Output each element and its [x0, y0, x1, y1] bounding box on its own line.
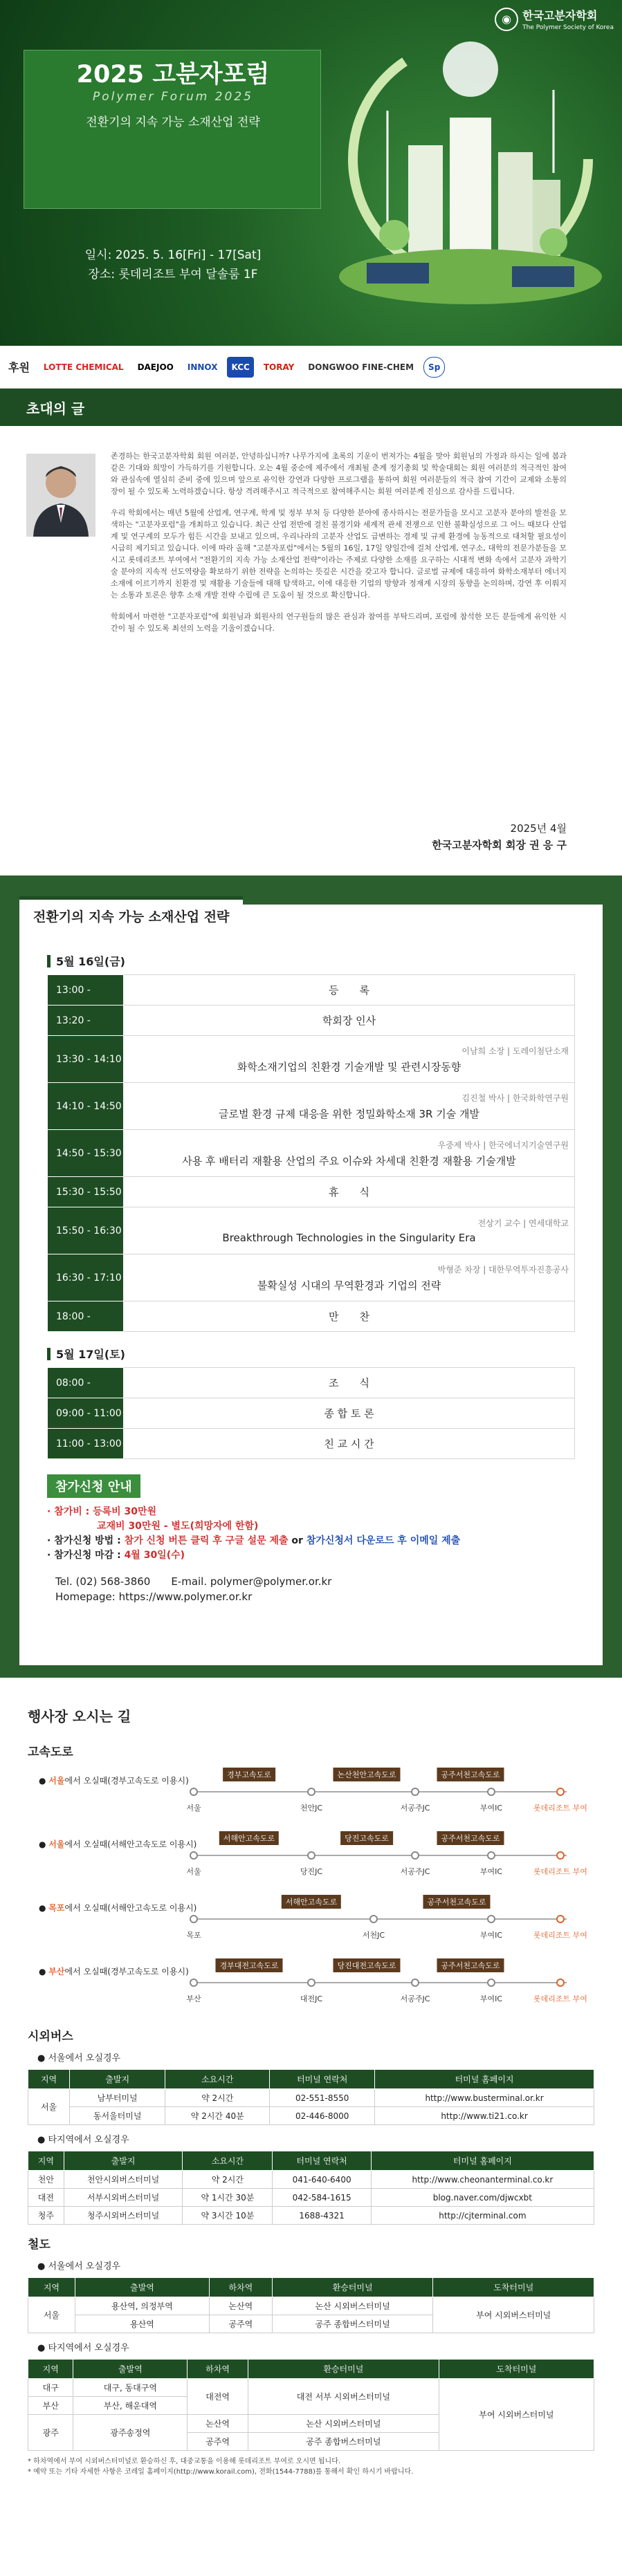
table-row	[48, 1429, 575, 1459]
table-header-row	[28, 2278, 594, 2297]
registration-info	[47, 1474, 575, 1604]
route-1	[28, 1766, 594, 1826]
sponsor-logo-lotte[interactable]: LOTTE CHEMICAL	[43, 362, 124, 372]
table-row	[28, 2207, 594, 2225]
letter-paragraph-2: 우리 학회에서는 매년 5월에 산업계, 연구계, 학계 및 정부 부처 등 다양한 분야에 종사하시는 전문가들을 모시고 고분자 분야의 발전을 모색하는 "고분자포럼"을 개최하고 있습니다. 최근 산업 전반에 결친 불경기와 세계적 관세 전쟁으로 인한 불확실성으로 그 어느 때보다 산업계 및 연구계의 모두가 힘든 시간을 보내고 있으며, 우리나라의 고분자 산업도 급변하는 경제 및 규제 환경에 능동적으로 대처할 필요성이 시급히 제기되고 있습니다. 이에 따라 올해 "고분자포럼"에서는 5월의 16일, 17일 양일간에 걸쳐 산업계, 연구소, 대학의 전문가분들을 모시고 롯데리조트 부여에서 "전환기의 지속 가능 소재산업 전략"이라는 주제로 다양한 소재를 요구하는 시대적 변화 속에서 고분자 과학기술 분야의 지속적 선도역량을 확보하기 위한 전략을 논의하는 뜻깊은 시간을 갖고자 합니다. 글로벌 규제에 대응하여 화학소재부터 에너지 소재에 이르기까지 친환경 및 재활용 기술들에 대해 탐색하고, 이에 대응한 기업의 방향과 정재계 시장의 동향을 논의하며, 강연 후 이뤄지는 소통과 토론은 향후 소재 개발 전략 수립에 큰 도움이 될 것으로 확신합니다.	[111, 508, 567, 600]
column-header: 소요시간	[183, 2151, 273, 2171]
column-header: 출발지	[70, 2070, 165, 2089]
table-cell: 대전 서부 시외버스터미널	[248, 2379, 439, 2415]
sponsor-label: 후원	[8, 361, 30, 374]
table-row	[48, 1036, 575, 1083]
table-link[interactable]: http://www.cheonanterminal.co.kr	[371, 2171, 594, 2189]
route-start: ● 서울에서 오실때(경부고속도로 이용시)	[39, 1776, 189, 1786]
table-cell: 용산역	[75, 2315, 209, 2333]
table-cell: 부여 시외버스터미널	[439, 2379, 594, 2451]
route-segment: 경부대전고속도로	[215, 1958, 282, 1972]
route-desc: 에서 오실때(경부고속도로 이용시)	[64, 1967, 189, 1976]
note-transfer: * 하차역에서 부여 시외버스터미널로 환승하신 후, 대중교통을 이용해 롯데리조트 부여로 오시면 됩니다.	[28, 2458, 341, 2465]
session-topic: 조 식	[124, 1368, 575, 1398]
session-time: 14:10 - 14:50	[48, 1083, 124, 1130]
column-header: 출발지	[64, 2151, 183, 2171]
bus-sub-other: ● 타지역에서 오실경우	[37, 2135, 129, 2145]
letter-paragraph-1: 존경하는 한국고분자학회 회원 여러분, 안녕하십니까? 나무가지에 초록의 기운이 번져가는 4월을 맞아 회원님의 가정과 하시는 일에 봄과 같은 기대와 희망이 가득하기를 기원합니다. 오는 4월 중순에 제주에서 개최될 춘계 정기총회 및 학술대회는 회원 여러분의 적극적인 참여와 관심속에 열심히 준비 중에 있으며 앞으로 유익한 강연과 다양한 프로그램을 통하여 회원 여러분들의 적극 참여 기간이 교제와 소통의 장이 될 수 있도록 노력하겠습니다. 항상 격려해주시고 적극적으로 참여해주시는 회원 여러분께 진심으로 감사를 드립니다.	[111, 452, 567, 496]
table-cell: 천안시외버스터미널	[64, 2171, 183, 2189]
table-cell: 1688-4321	[273, 2207, 371, 2225]
table-cell: 부여 시외버스터미널	[433, 2297, 594, 2333]
contact-homepage[interactable]: Homepage: https://www.polymer.or.kr	[55, 1591, 253, 1603]
letter-paragraph-3: 학회에서 마련한 "고분자포럼"에 회원님과 회원사의 연구원들의 많은 관심과 참여를 부탁드리며, 포럼에 참석한 모든 분들에게 유익한 시간이 될 수 있도록 최선의 노력을 기울이겠습니다.	[111, 612, 567, 633]
route-segment: 당진대전고속도로	[333, 1958, 400, 1972]
deadline-label: · 참가신청 마감 :	[47, 1550, 125, 1561]
route-node-icon	[411, 1979, 419, 1987]
route-node: 목포	[186, 1931, 201, 1940]
table-header-row	[28, 2151, 594, 2171]
directions-section	[0, 1678, 622, 2477]
table-cell: 대구, 동대구역	[73, 2379, 187, 2397]
route-desc: 에서 오실때(서해안고속도로 이용시)	[64, 1840, 197, 1849]
note-korail: * 예약 또는 기타 자세한 사항은 코레일 홈페이지(http://www.korail.com), 전화(1544-7788)를 통해서 확인 하시기 바랍니다.	[28, 2468, 414, 2476]
route-node-icon	[411, 1851, 419, 1860]
day2-label: 5월 17일(토)	[56, 1348, 125, 1361]
session-time: 18:00 -	[48, 1301, 124, 1332]
column-header: 소요시간	[165, 2070, 270, 2089]
table-header-row	[28, 2360, 594, 2379]
route-node: 서울	[186, 1804, 201, 1813]
train-title: 철도	[28, 2238, 51, 2252]
bus-table-other	[28, 2151, 594, 2225]
session-speaker: 우중제 박사 | 한국에너지기술연구원	[437, 1140, 569, 1150]
table-cell: 02-551-8550	[270, 2089, 375, 2107]
route-segment: 공주서천고속도로	[437, 1768, 504, 1781]
route-2	[28, 1830, 594, 1889]
table-row	[48, 1301, 575, 1332]
bus-sub-seoul-label: 서울에서 오실경우	[48, 2053, 121, 2064]
route-start: ● 서울에서 오실때(서해안고속도로 이용시)	[39, 1840, 197, 1849]
session-topic: Breakthrough Technologies in the Singularity Era	[222, 1232, 476, 1244]
route-node-icon	[411, 1788, 419, 1796]
event-date: 일시: 2025. 5. 16[Fri] - 17[Sat]	[84, 248, 262, 262]
route-destination: 롯데리조트 부여	[533, 1931, 587, 1940]
table-cell: 용산역, 의정부역	[75, 2297, 209, 2315]
session-topic: 학회장 인사	[124, 1006, 575, 1036]
registration-details	[47, 1505, 575, 1563]
session-cell	[124, 1254, 575, 1301]
bus-sub-other-label: 타지역에서 오실경우	[48, 2135, 129, 2145]
route-node-icon	[190, 1851, 198, 1860]
table-cell: 공주 종합버스터미널	[248, 2433, 439, 2451]
column-header: 터미널 연락처	[273, 2151, 371, 2171]
table-cell: 부산	[28, 2397, 73, 2415]
column-header: 하차역	[187, 2360, 248, 2379]
table-cell: 서부시외버스터미널	[64, 2189, 183, 2207]
route-node-icon	[487, 1915, 495, 1923]
route-node: 부여IC	[479, 1867, 503, 1876]
session-time: 15:50 - 16:30	[48, 1207, 124, 1254]
route-city: 서울	[48, 1840, 65, 1849]
sponsor-logo-dongwoo[interactable]: DONGWOO FINE-CHEM	[308, 362, 414, 372]
directions-title: 행사장 오시는 길	[28, 1708, 131, 1725]
highway-title: 고속도로	[28, 1745, 73, 1759]
route-node-icon	[487, 1788, 495, 1796]
directions-note	[28, 2456, 594, 2477]
train-sub-seoul: ● 서울에서 오실경우	[37, 2261, 121, 2272]
table-cell: 약 2시간	[183, 2171, 273, 2189]
program-card	[19, 905, 603, 1665]
route-node: 부여IC	[479, 1931, 503, 1940]
table-cell: 논산 시외버스터미널	[248, 2415, 439, 2433]
route-segment: 공주서천고속도로	[437, 1831, 504, 1845]
session-cell	[124, 1036, 575, 1083]
hero-banner	[0, 0, 622, 346]
table-cell: 공주역	[209, 2315, 272, 2333]
column-header: 출발역	[75, 2278, 209, 2297]
day1-schedule-table	[47, 974, 575, 1332]
route-node: 서공주JC	[400, 1867, 430, 1876]
route-start: ● 목포에서 오실때(서해안고속도로 이용시)	[39, 1903, 197, 1913]
column-header: 터미널 홈페이지	[371, 2151, 594, 2171]
contact-info	[47, 1574, 575, 1604]
column-header: 터미널 연락처	[270, 2070, 375, 2089]
train-table-seoul	[28, 2277, 594, 2333]
program-section	[0, 875, 622, 1678]
route-destination-icon	[556, 1915, 565, 1923]
column-header: 지역	[28, 2151, 64, 2171]
session-time: 13:00 -	[48, 975, 124, 1006]
sponsor-logo-daejoo[interactable]: DAEJOO	[137, 362, 174, 372]
session-time: 13:30 - 14:10	[48, 1036, 124, 1083]
route-desc: 에서 오실때(서해안고속도로 이용시)	[64, 1903, 197, 1913]
route-node: 부산	[186, 1994, 201, 2003]
route-destination-icon	[556, 1788, 565, 1796]
table-cell: 041-640-6400	[273, 2171, 371, 2189]
table-cell: 광주	[28, 2415, 73, 2451]
table-row	[48, 1398, 575, 1429]
route-destination: 롯데리조트 부여	[533, 1867, 587, 1876]
session-topic: 등 록	[124, 975, 575, 1006]
route-node: 당진JC	[300, 1867, 323, 1876]
table-row	[28, 2089, 594, 2107]
route-start: ● 부산에서 오실때(경부고속도로 이용시)	[39, 1967, 189, 1976]
table-link[interactable]: http://www.ti21.co.kr	[375, 2107, 594, 2125]
route-city: 부산	[48, 1967, 65, 1976]
table-cell: 02-446-8000	[270, 2107, 375, 2125]
train-sub-other: ● 타지역에서 오실경우	[37, 2343, 129, 2353]
route-node-icon	[487, 1851, 495, 1860]
day1-heading	[47, 953, 575, 969]
eco-city-illustration	[325, 28, 616, 332]
route-node-icon	[190, 1979, 198, 1987]
event-venue: 장소: 롯데리조트 부여 달솔룸 1F	[88, 268, 258, 281]
table-cell: 논산 시외버스터미널	[272, 2297, 433, 2315]
table-row	[48, 1207, 575, 1254]
forum-subtitle: 전환기의 지속 가능 소재산업 전략	[86, 115, 260, 129]
signature-block	[432, 820, 567, 853]
session-time: 13:20 -	[48, 1006, 124, 1036]
session-speaker: 박형준 차장 | 대한무역투자진흥공사	[437, 1264, 569, 1275]
route-desc: 에서 오실때(경부고속도로 이용시)	[64, 1776, 189, 1786]
sponsor-logo-innox[interactable]: INNOX	[187, 362, 218, 372]
route-segment: 서해안고속도로	[219, 1831, 279, 1845]
table-cell: 약 2시간	[165, 2089, 270, 2107]
route-destination-icon	[556, 1851, 565, 1860]
table-cell: 서울	[28, 2297, 75, 2333]
route-segment: 논산천안고속도로	[333, 1768, 400, 1781]
column-header: 환승터미널	[248, 2360, 439, 2379]
route-node: 부여IC	[479, 1994, 503, 2003]
day1-label: 5월 16일(금)	[56, 955, 125, 968]
material-fee: 교재비 30만원 - 별도(희망자에 한함)	[97, 1521, 259, 1532]
forum-title-english: Polymer Forum 2025	[92, 90, 254, 104]
route-node: 천안JC	[300, 1804, 323, 1813]
table-link[interactable]: blog.naver.com/djwcxbt	[371, 2189, 594, 2207]
logo-korean: 한국고분자학회	[522, 9, 598, 22]
route-destination-icon	[556, 1979, 565, 1987]
table-link[interactable]: http://www.busterminal.or.kr	[375, 2089, 594, 2107]
sponsor-logo-sp[interactable]: Sp	[423, 357, 445, 378]
society-logo-icon: ◉	[495, 8, 518, 31]
route-node: 대전JC	[300, 1994, 323, 2003]
route-city: 서울	[48, 1776, 65, 1786]
route-destination: 롯데리조트 부여	[533, 1994, 587, 2003]
deadline-date: 4월 30일(수)	[124, 1550, 185, 1561]
route-node-icon	[190, 1788, 198, 1796]
route-node: 서천JC	[362, 1931, 385, 1940]
table-cell: 논산역	[209, 2297, 272, 2315]
route-destination: 롯데리조트 부여	[533, 1804, 587, 1813]
table-cell: 공주 종합버스터미널	[272, 2315, 433, 2333]
column-header: 환승터미널	[272, 2278, 433, 2297]
table-cell: 대구	[28, 2379, 73, 2397]
session-topic: 화학소재기업의 친환경 기술개발 및 관련시장동향	[237, 1060, 461, 1073]
registration-fee: · 참가비 : 등록비 30만원	[47, 1506, 157, 1517]
registration-method	[47, 1534, 575, 1548]
table-cell: 서울	[28, 2089, 70, 2125]
sponsor-bar	[0, 346, 622, 389]
table-cell: 약 1시간 30분	[183, 2189, 273, 2207]
bus-table-seoul	[28, 2069, 594, 2125]
table-row	[28, 2297, 594, 2315]
table-row	[48, 1177, 575, 1207]
table-cell: 약 3시간 10분	[183, 2207, 273, 2225]
route-node: 부여IC	[479, 1804, 503, 1813]
table-cell: 동서울터미널	[70, 2107, 165, 2125]
column-header: 지역	[28, 2070, 70, 2089]
route-node-icon	[369, 1915, 378, 1923]
session-time: 16:30 - 17:10	[48, 1254, 124, 1301]
route-node-icon	[190, 1915, 198, 1923]
google-form-link[interactable]: 참가 신청 버튼 클릭 후 구글 설문 제출	[124, 1535, 289, 1546]
route-node-icon	[487, 1979, 495, 1987]
column-header: 터미널 홈페이지	[375, 2070, 594, 2089]
president-photo	[26, 454, 95, 537]
column-header: 지역	[28, 2360, 73, 2379]
route-4	[28, 1957, 594, 2017]
table-cell: 부산, 해운대역	[73, 2397, 187, 2415]
session-topic: 종 합 토 론	[124, 1398, 575, 1429]
table-cell: 청주시외버스터미널	[64, 2207, 183, 2225]
column-header: 지역	[28, 2278, 75, 2297]
session-topic: 친 교 시 간	[124, 1429, 575, 1459]
session-time: 08:00 -	[48, 1368, 124, 1398]
signature-date: 2025년 4월	[510, 822, 567, 835]
table-cell: 약 2시간 40분	[165, 2107, 270, 2125]
table-row	[48, 1368, 575, 1398]
train-sub-seoul-label: 서울에서 오실경우	[48, 2261, 121, 2272]
table-cell: 대전	[28, 2189, 64, 2207]
table-row	[28, 2379, 594, 2397]
table-row	[28, 2107, 594, 2125]
table-link[interactable]: http://cjterminal.com	[371, 2207, 594, 2225]
route-node: 서공주JC	[400, 1994, 430, 2003]
method-label: · 참가신청 방법 :	[47, 1535, 125, 1546]
session-topic: 사용 후 배터리 재활용 산업의 주요 이슈와 차세대 친환경 재활용 기술개발	[182, 1154, 516, 1167]
table-row	[48, 1130, 575, 1177]
application-download-link[interactable]: 참가신청서 다운로드 후 이메일 제출	[306, 1535, 461, 1546]
session-speaker: 이남희 소장 | 도레이첨단소재	[461, 1046, 569, 1056]
session-cell	[124, 1083, 575, 1130]
signature-name: 한국고분자학회 회장 권 응 구	[432, 839, 567, 851]
route-segment: 경부고속도로	[223, 1768, 275, 1781]
forum-title: 2025 고분자포럼	[76, 61, 270, 89]
session-speaker: 김진철 박사 | 한국화학연구원	[461, 1093, 569, 1103]
session-cell	[124, 1130, 575, 1177]
welcome-header: 초대의 글	[0, 389, 622, 426]
column-header: 도착터미널	[433, 2278, 594, 2297]
bus-title: 시외버스	[28, 2030, 73, 2044]
bus-sub-seoul: ● 서울에서 오실경우	[37, 2053, 121, 2064]
table-cell: 청주	[28, 2207, 64, 2225]
route-city: 목포	[48, 1903, 65, 1913]
logo-english: The Polymer Society of Korea	[522, 24, 614, 31]
table-header-row	[28, 2070, 594, 2089]
route-node: 서공주JC	[400, 1804, 430, 1813]
table-row	[48, 975, 575, 1006]
session-topic: 휴 식	[124, 1177, 575, 1207]
session-time: 14:50 - 15:30	[48, 1130, 124, 1177]
column-header: 도착터미널	[439, 2360, 594, 2379]
day2-marker-icon	[47, 1348, 51, 1360]
table-cell: 남부터미널	[70, 2089, 165, 2107]
route-segment: 서해안고속도로	[282, 1895, 341, 1909]
column-header: 출발역	[73, 2360, 187, 2379]
session-time: 15:30 - 15:50	[48, 1177, 124, 1207]
route-segment: 공주서천고속도로	[437, 1958, 504, 1972]
route-node: 서울	[186, 1867, 201, 1876]
contact-tel-email[interactable]: Tel. (02) 568-3860 E-mail. polymer@polymer.or.kr	[55, 1575, 332, 1588]
table-cell: 광주송정역	[73, 2415, 187, 2451]
day2-schedule-table	[47, 1367, 575, 1459]
session-topic: 글로벌 환경 규제 대응을 위한 정밀화학소재 3R 기술 개발	[219, 1107, 479, 1120]
table-cell: 042-584-1615	[273, 2189, 371, 2207]
route-node-icon	[307, 1979, 315, 1987]
day2-heading	[47, 1346, 575, 1362]
table-row	[48, 1083, 575, 1130]
session-time: 09:00 - 11:00	[48, 1398, 124, 1429]
table-row	[48, 1006, 575, 1036]
session-topic: 만 찬	[124, 1301, 575, 1332]
registration-title: 참가신청 안내	[47, 1474, 140, 1498]
table-cell: 대전역	[187, 2379, 248, 2415]
table-row	[28, 2171, 594, 2189]
sponsor-logo-kcc[interactable]: KCC	[227, 357, 253, 378]
train-sub-other-label: 타지역에서 오실경우	[48, 2343, 129, 2353]
route-node-icon	[307, 1851, 315, 1860]
column-header: 하차역	[209, 2278, 272, 2297]
day1-marker-icon	[47, 955, 51, 967]
registration-deadline	[47, 1548, 575, 1563]
table-cell: 논산역	[187, 2415, 248, 2433]
route-3	[28, 1893, 594, 1953]
sponsor-logo-toray[interactable]: TORAY	[263, 362, 295, 372]
table-row	[48, 1254, 575, 1301]
session-time: 11:00 - 13:00	[48, 1429, 124, 1459]
program-title: 전환기의 지속 가능 소재산업 전략	[19, 896, 243, 932]
table-cell: 공주역	[187, 2433, 248, 2451]
route-segment: 공주서천고속도로	[423, 1895, 490, 1909]
route-segment: 당진고속도로	[340, 1831, 393, 1845]
session-speaker: 전상기 교수 | 연세대학교	[477, 1218, 569, 1228]
train-table-other	[28, 2359, 594, 2451]
route-node-icon	[307, 1788, 315, 1796]
table-row	[28, 2189, 594, 2207]
welcome-letter	[0, 426, 622, 875]
session-topic: 불확실성 시대의 무역환경과 기업의 전략	[257, 1279, 441, 1292]
method-or: or	[288, 1535, 307, 1546]
session-cell	[124, 1207, 575, 1254]
table-cell: 천안	[28, 2171, 64, 2189]
